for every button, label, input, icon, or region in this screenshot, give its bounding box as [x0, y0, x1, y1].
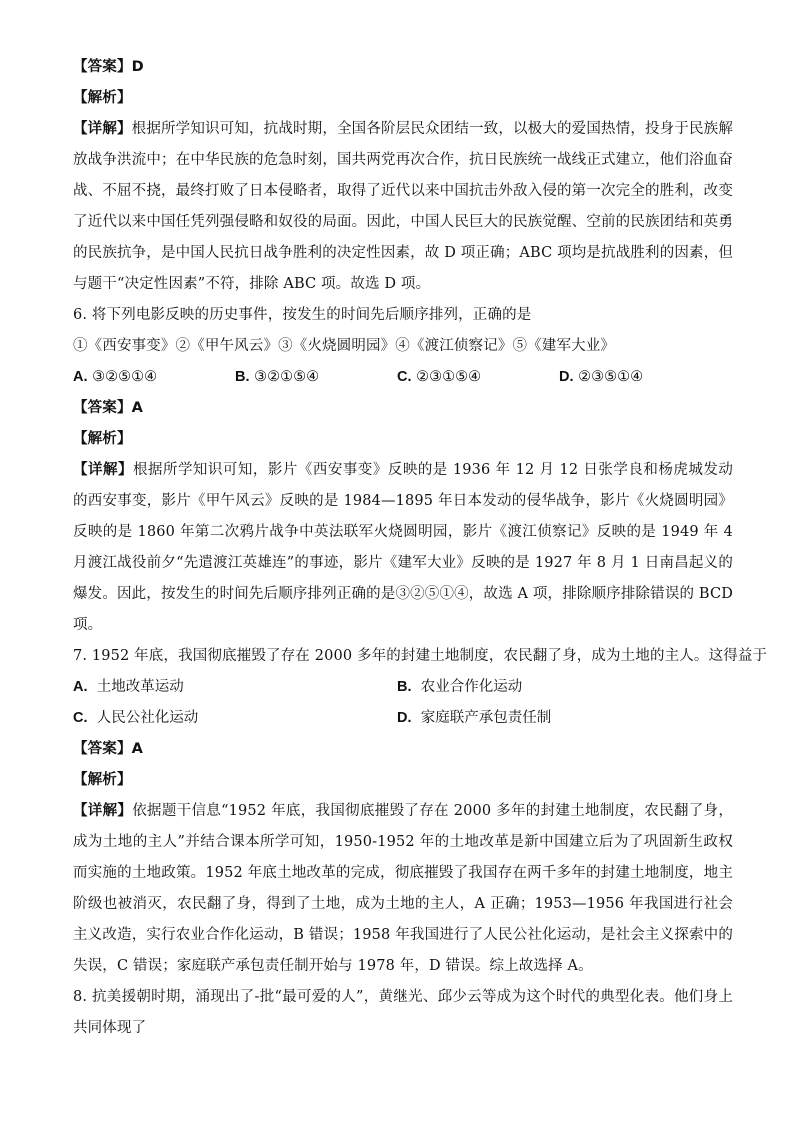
option-a[interactable]: A. ③②⑤①④ [73, 369, 158, 385]
option-b[interactable]: B. ③②①⑤④ [235, 369, 320, 385]
option-a[interactable]: A. 土地改革运动 [73, 679, 184, 695]
answer-label: 【答案】 [73, 741, 132, 757]
analysis-line-q7 [73, 765, 733, 796]
question-8-stem: 8. 抗美援朝时期，涌现出了-批“最可爱的人”，黄继光、邱少云等成为这个时代的典型化表。他们身上共同体现了 [73, 989, 733, 1036]
detail-text: 依据题干信息“1952 年底，我国彻底摧毁了存在 2000 多年的封建土地制度，农民翻了身，成为土地的主人”并结合课本所学可知，1950-1952 年的土地改革是新中国建立后为了巩固新生政权而实施的土地政策。1952 年底土地改革的完成，彻底摧毁了我国存在两千多年的封建土地制度，地主阶级也被消灭，农民翻了身，得到了土地，成为土地的主人，A 正确；1953—1956 年我国进行社会主义改造，实行农业合作化运动，B 错误；1958 年我国进行了人民公社化运动，是社会主义探索中的失误，C 错误；家庭联产承包责任制开始与 1978 年，D 错误。综上故选择 A。 [73, 803, 733, 974]
answer-line-q6 [73, 393, 733, 424]
option-d[interactable]: D. ②③⑤①④ [559, 369, 644, 385]
answer-value: D [131, 59, 144, 75]
answer-label: 【答案】 [73, 400, 132, 416]
analysis-line-q5 [73, 83, 733, 114]
detail-text: 根据所学知识可知，影片《西安事变》反映的是 1936 年 12 月 12 日张学良和杨虎城发动的西安事变，影片《甲午风云》反映的是 1984—1895 年日本发动的侵华战争，影片《火烧圆明园》反映的是 1860 年第二次鸦片战争中英法联军火烧圆明园，影片《渡江侦察记》反映的是 1949 年 4 月渡江战役前夕“先遣渡江英雄连”的事迹，影片《建军大业》反映的是 1927 年 8 月 1 日南昌起义的爆发。因此，按发生的时间先后顺序排列正确的是③②⑤①④，故选 A 项，排除顺序排除错误的 BCD 项。 [73, 462, 733, 633]
question-6-items: ①《西安事变》②《甲午风云》③《火烧圆明园》④《渡江侦察记》⑤《建军大业》 [73, 338, 616, 354]
answer-line-q7 [73, 734, 733, 765]
detail-label: 【详解】 [73, 803, 133, 819]
detail-label: 【详解】 [73, 462, 133, 478]
question-6-stem: 6. 将下列电影反映的历史事件，按发生的时间先后顺序排列，正确的是 [73, 307, 532, 323]
answer-value: A [131, 741, 143, 757]
question-6-options [73, 362, 733, 393]
option-b[interactable]: B. 农业合作化运动 [397, 679, 523, 695]
answer-line-q5 [73, 52, 733, 83]
analysis-label: 【解析】 [73, 772, 132, 788]
analysis-line-q6 [73, 424, 733, 455]
answer-label: 【答案】 [73, 59, 132, 75]
question-7-stem: 7. 1952 年底，我国彻底摧毁了存在 2000 多年的封建土地制度，农民翻了身，成为土地的主人。这得益于 [73, 648, 768, 664]
detail-paragraph-q6 [73, 455, 733, 641]
detail-label: 【详解】 [73, 121, 132, 137]
detail-paragraph-q7 [73, 796, 733, 982]
analysis-label: 【解析】 [73, 90, 132, 106]
detail-paragraph-q5 [73, 114, 733, 300]
option-c[interactable]: C. ②③①⑤④ [397, 369, 482, 385]
detail-text: 根据所学知识可知，抗战时期，全国各阶层民众团结一致，以极大的爱国热情，投身于民族解放战争洪流中；在中华民族的危急时刻，国共两党再次合作，抗日民族统一战线正式建立，他们浴血奋战、不屈不挠，最终打败了日本侵略者，取得了近代以来中国抗击外敌入侵的第一次完全的胜利，改变了近代以来中国任凭列强侵略和奴役的局面。因此，中国人民巨大的民族觉醒、空前的民族团结和英勇的民族抗争，是中国人民抗日战争胜利的决定性因素，故 D 项正确；ABC 项均是抗战胜利的因素，但与题干“决定性因素”不符，排除 ABC 项。故选 D 项。 [73, 121, 733, 292]
option-c[interactable]: C. 人民公社化运动 [73, 710, 199, 726]
analysis-label: 【解析】 [73, 431, 132, 447]
answer-value: A [131, 400, 143, 416]
option-d[interactable]: D. 家庭联产承包责任制 [397, 710, 552, 726]
document-page [73, 52, 768, 1044]
question-7-options-row-2 [73, 703, 733, 734]
question-7-options-row-1 [73, 672, 733, 703]
